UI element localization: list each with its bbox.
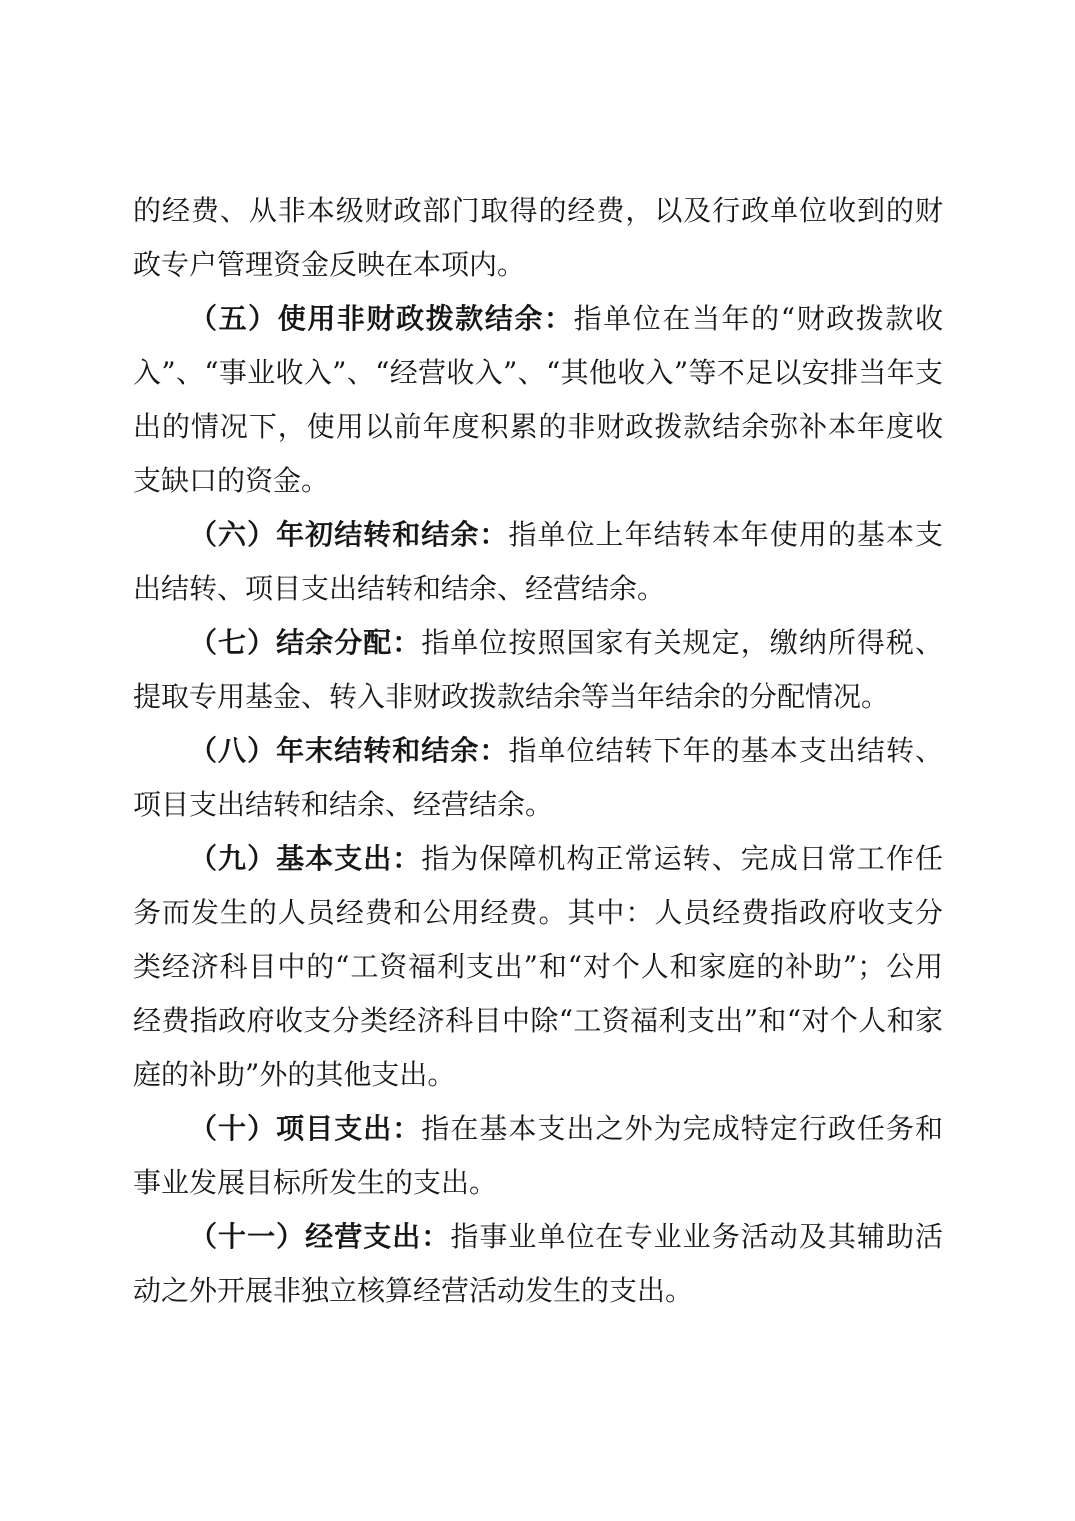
paragraph-body: 指为保障机构正常运转、完成日常工作任务而发生的人员经费和公用经费。其中：人员经费指政府收支分类经济科目中的“工资福利支出”和“对个人和家庭的补助”；公用经费指政府收支分类经济科目中除“工资福利支出”和“对个人和家庭的补助”外的其他支出。: [133, 842, 943, 1091]
paragraph: [133, 508, 943, 616]
paragraph-heading: （五）使用非财政拨款结余：: [189, 302, 574, 335]
paragraph-body: 的经费、从非本级财政部门取得的经费，以及行政单位收到的财政专户管理资金反映在本项内。: [133, 194, 943, 281]
paragraph: [133, 184, 943, 292]
paragraph: [133, 616, 943, 724]
paragraph: [133, 292, 943, 508]
paragraph-body: 指单位上年结转本年使用的基本支出结转、项目支出结转和结余、经营结余。: [133, 518, 943, 605]
paragraph-body: 指单位按照国家有关规定，缴纳所得税、提取专用基金、转入非财政拨款结余等当年结余的分配情况。: [133, 626, 943, 713]
paragraph-heading: （九）基本支出：: [189, 842, 422, 875]
document-content: [133, 184, 943, 1318]
paragraph: [133, 1210, 943, 1318]
paragraph-heading: （十）项目支出：: [189, 1112, 422, 1145]
paragraph-body: 指在基本支出之外为完成特定行政任务和事业发展目标所发生的支出。: [133, 1112, 943, 1199]
paragraph: [133, 1102, 943, 1210]
paragraph-body: 指单位在当年的“财政拨款收入”、“事业收入”、“经营收入”、“其他收入”等不足以安排当年支出的情况下，使用以前年度积累的非财政拨款结余弥补本年度收支缺口的资金。: [133, 302, 943, 497]
paragraph-body: 指事业单位在专业业务活动及其辅助活动之外开展非独立核算经营活动发生的支出。: [133, 1220, 943, 1307]
paragraph-heading: （七）结余分配：: [189, 626, 422, 659]
paragraph: [133, 724, 943, 832]
paragraph-heading: （八）年末结转和结余：: [189, 734, 509, 767]
paragraph-heading: （十一）经营支出：: [189, 1220, 451, 1253]
paragraph-heading: （六）年初结转和结余：: [189, 518, 509, 551]
paragraph: [133, 832, 943, 1102]
paragraph-body: 指单位结转下年的基本支出结转、项目支出结转和结余、经营结余。: [133, 734, 943, 821]
